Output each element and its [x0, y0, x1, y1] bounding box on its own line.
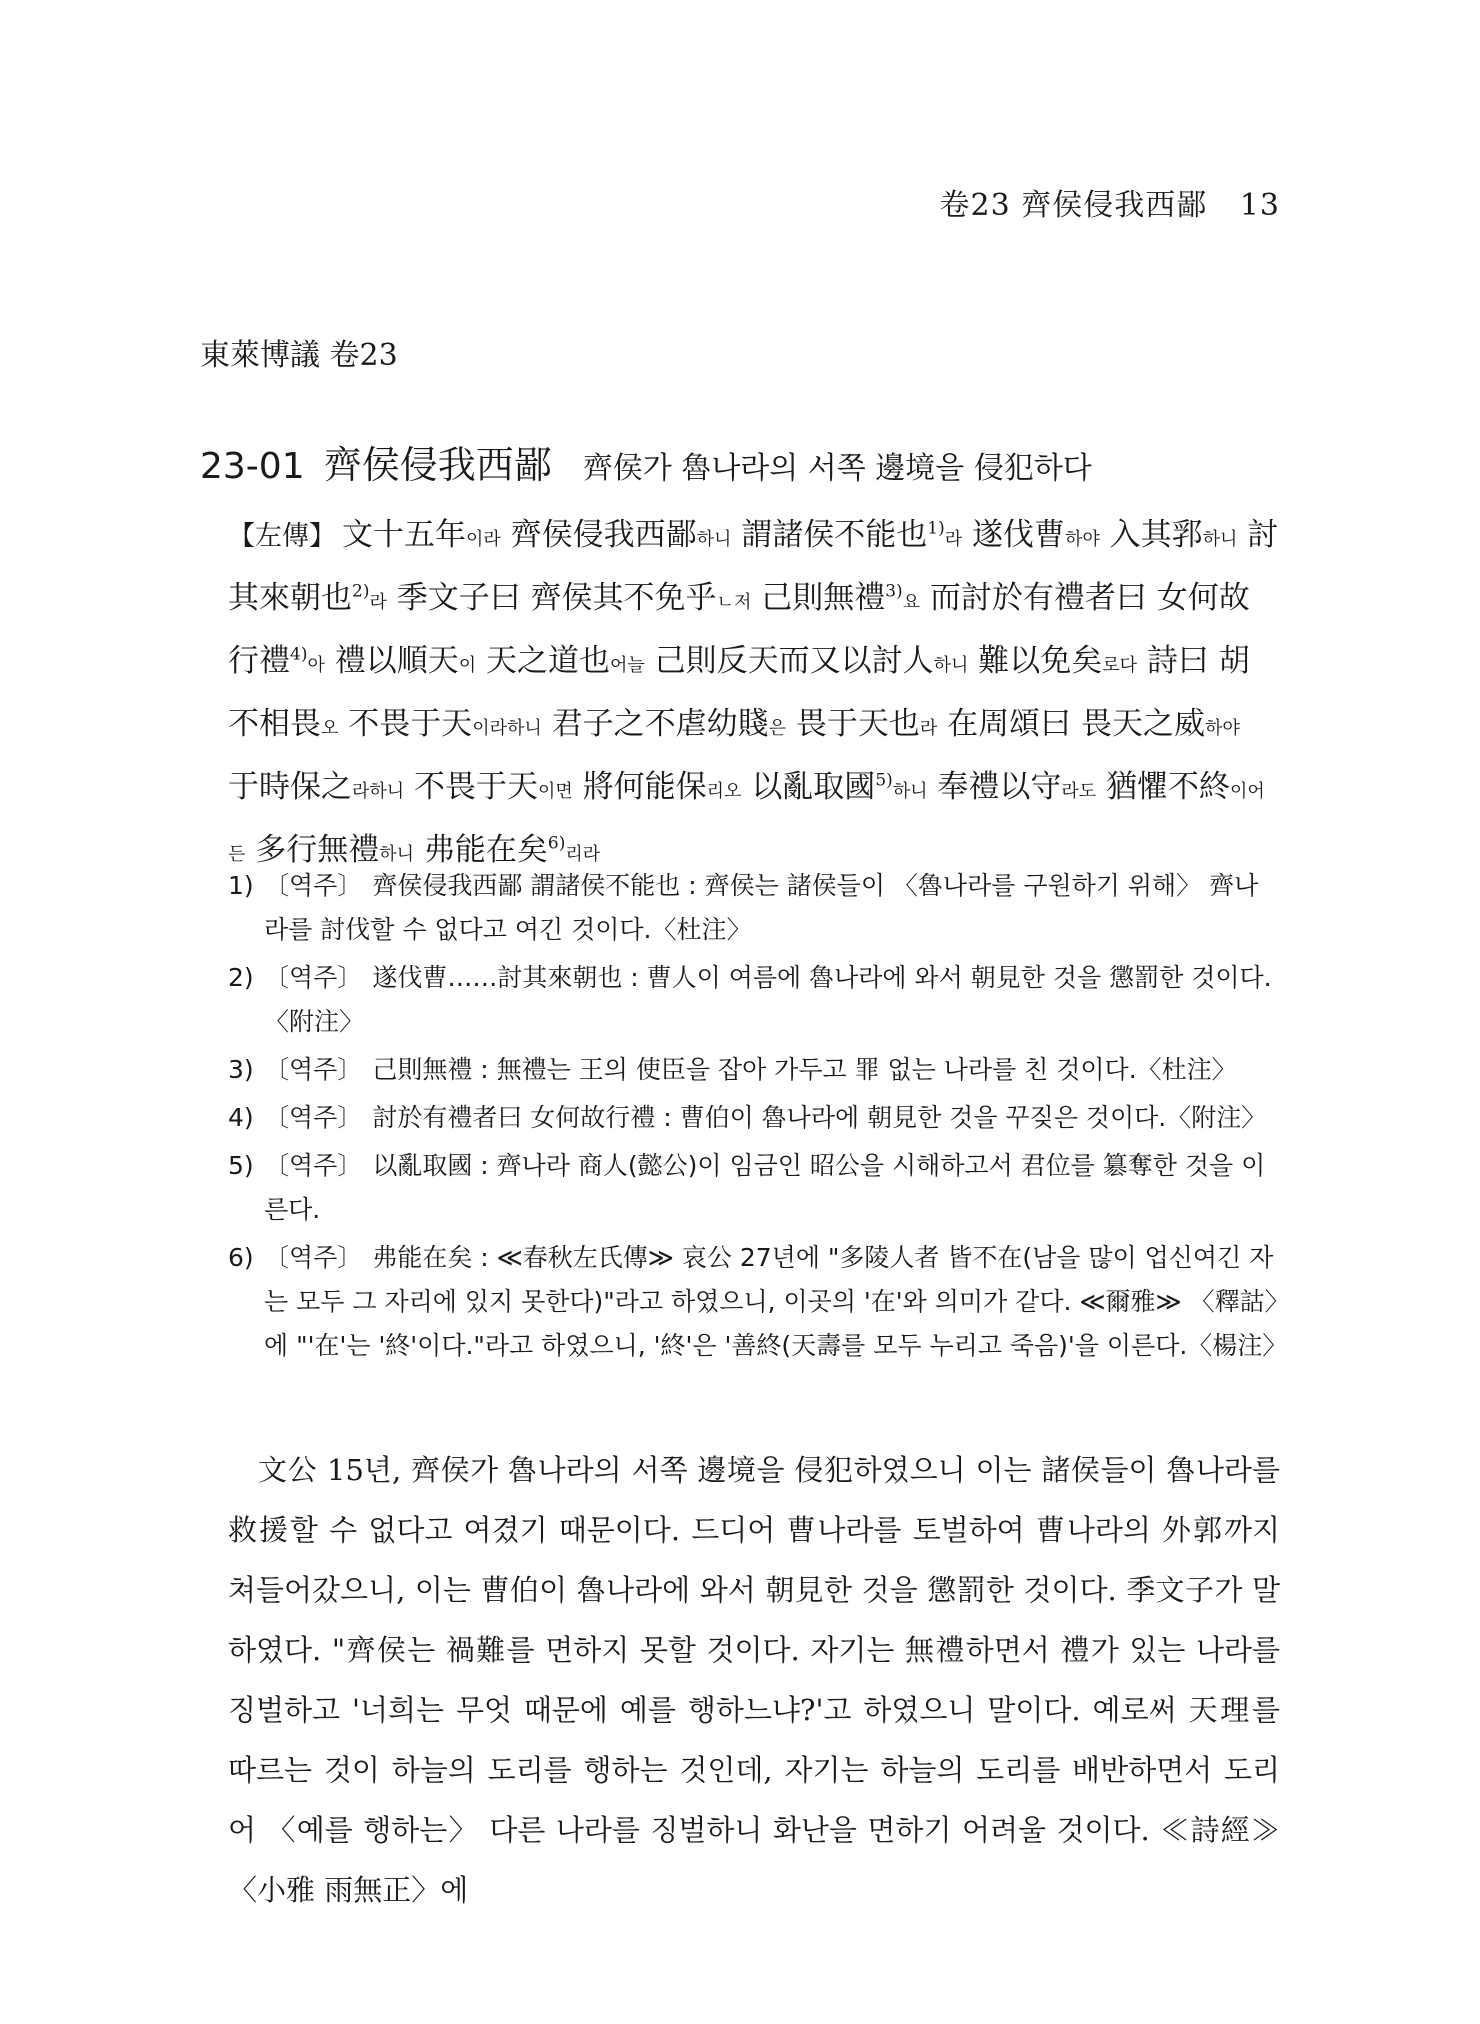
grammar-particle: 이면	[538, 781, 573, 802]
source-segment	[552, 706, 786, 742]
source-segment	[486, 643, 645, 679]
note-text: 齊侯侵我西鄙 謂諸侯不能也 : 齊侯는 諸侯들이 〈魯나라를 구원하기 위해〉 齊나라를 討伐할 수 없다고 여긴 것이다.〈杜注〉	[264, 871, 1259, 944]
note-item	[228, 1096, 1280, 1140]
source-segment	[1110, 517, 1238, 553]
source-segment-text: 季文子曰 齊侯其不免乎	[396, 580, 717, 616]
grammar-particle: 오	[321, 718, 339, 739]
source-segment-text: 己則無禮	[761, 580, 886, 616]
grammar-particle: 하니	[892, 781, 928, 802]
grammar-particle: 리오	[706, 781, 742, 802]
source-segment-text: 不畏于天	[348, 706, 473, 742]
source-segment	[751, 769, 927, 805]
grammar-particle: 이	[458, 655, 477, 676]
source-segment	[796, 706, 937, 742]
note-tag: 〔역주〕	[264, 1151, 363, 1180]
note-number: 1)	[228, 871, 254, 900]
note-tag: 〔역주〕	[264, 1055, 363, 1084]
grammar-particle: 하니	[379, 844, 415, 865]
source-segment-text: 而討於有禮者曰 女何故行禮	[228, 580, 1250, 679]
grammar-particle: 로다	[1102, 655, 1138, 676]
note-item	[228, 1144, 1280, 1232]
note-item	[228, 864, 1280, 952]
section-title-korean: 齊侯가 魯나라의 서쪽 邊境을 侵犯하다	[582, 451, 1092, 486]
note-number: 4)	[228, 1103, 254, 1132]
source-segment-text: 討其來朝也	[228, 517, 1279, 616]
page-number: 13	[1239, 188, 1280, 223]
section-number: 23-01	[200, 446, 305, 487]
grammar-particle: 하야	[1064, 529, 1100, 550]
grammar-particle: 하니	[933, 655, 969, 676]
note-item	[228, 1236, 1288, 1368]
grammar-particle: 라하니	[352, 781, 405, 802]
note-text: 遂伐曹……討其來朝也 : 曹人이 여름에 魯나라에 와서 朝見한 것을 懲罰한 것이다.〈附注〉	[264, 963, 1272, 1036]
source-segment	[655, 643, 969, 679]
footnote-ref[interactable]: 4)	[290, 644, 308, 665]
translator-notes	[228, 864, 1288, 1372]
source-segment-text: 天之道也	[485, 643, 610, 679]
book-title: 東萊博議 卷23	[200, 338, 398, 373]
note-tag: 〔역주〕	[264, 1243, 363, 1272]
source-segment	[397, 580, 752, 616]
grammar-particle: 이라	[466, 529, 501, 550]
footnote-ref[interactable]: 1)	[927, 518, 945, 539]
section-title-cjk: 齊侯侵我西鄙	[323, 443, 552, 487]
source-segment-text: 文十五年	[342, 517, 466, 553]
source-segment	[511, 517, 732, 553]
translation-paragraph: 文公 15년, 齊侯가 魯나라의 서쪽 邊境을 侵犯하였으니 이는 諸侯들이 魯나라를 救援할 수 없다고 여겼기 때문이다. 드디어 曹나라를 토벌하여 曹나라의 外郭까지 쳐들어갔으니, 이는 曹伯이 魯나라에 와서 朝見한 것을 懲罰한 것이다. 季文子가 말하였다. "齊侯는 禍難를 면하지 못할 것이다. 자기는 無禮하면서 禮가 있는 나라를 징벌하고 '너희는 무엇 때문에 예를 행하느냐?'고 하였으니 말이다. 예로써 天理를 따르는 것이 하늘의 도리를 행하는 것인데, 자기는 하늘의 도리를 배반하면서 도리어 〈예를 행하는〉 다른 나라를 징벌하니 화난을 면하기 어려울 것이다. ≪詩經≫ 〈小雅 雨無正〉에	[228, 1453, 1280, 1907]
source-segment-text: 遂伐曹	[971, 517, 1065, 553]
grammar-particle: 하니	[696, 529, 732, 550]
source-text	[228, 506, 1280, 884]
footnote-ref[interactable]: 5)	[875, 770, 893, 791]
source-segment-text: 難以免矣	[978, 643, 1103, 679]
source-segment	[947, 706, 1240, 742]
note-text: 以亂取國 : 齊나라 商人(懿公)이 임금인 昭公을 시해하고서 君位를 簒奪한 것을 이른다.	[264, 1151, 1266, 1224]
source-segment-text: 詩曰 胡不相畏	[228, 643, 1250, 742]
note-number: 5)	[228, 1151, 254, 1180]
grammar-particle: 하야	[1205, 718, 1240, 739]
source-label: 【左傳】	[228, 521, 336, 552]
note-number: 6)	[228, 1243, 254, 1272]
running-header	[940, 180, 1280, 224]
source-segment	[414, 769, 573, 805]
source-segment-text: 己則反天而又以討人	[654, 643, 934, 679]
source-segment-text: 入其郛	[1109, 517, 1203, 553]
grammar-particle: 은	[768, 718, 787, 739]
source-segment	[342, 517, 501, 553]
note-text: 討於有禮者曰 女何故行禮 : 曹伯이 魯나라에 朝見한 것을 꾸짖은 것이다.〈附注〉	[372, 1103, 1267, 1132]
source-segment-text: 奉禮以守	[937, 769, 1062, 805]
source-segment-text: 于時保之	[228, 769, 352, 805]
source-segment-text: 齊侯侵我西鄙	[510, 517, 697, 553]
note-item	[228, 1048, 1280, 1092]
source-segment	[972, 517, 1100, 553]
note-number: 2)	[228, 963, 254, 992]
grammar-particle: 라	[944, 529, 963, 550]
source-segment	[978, 643, 1137, 679]
running-title: 卷23 齊侯侵我西鄙	[939, 188, 1208, 223]
grammar-particle: 리라	[565, 844, 601, 865]
source-segment-text: 君子之不虐幼賤	[551, 706, 769, 742]
source-segment	[583, 769, 742, 805]
source-segment-text: 猶懼不終	[1106, 769, 1231, 805]
note-text: 弗能在矣 : ≪春秋左氏傳≫ 哀公 27년에 "多陵人者 皆不在(남을 많이 업신여긴 자는 모두 그 자리에 있지 못한다)"라고 하였으니, 이곳의 '在'와 의미가 같다. ≪爾雅≫ 〈釋詁〉에 "'在'는 '終'이다."라고 하였으니, '終'은 '善終(天壽를 모두 누리고 죽음)'을 이른다.〈楊注〉	[264, 1243, 1288, 1360]
source-segment-text: 將何能保	[582, 769, 707, 805]
footnote-ref[interactable]: 2)	[352, 581, 370, 602]
source-segment-text: 在周頌曰 畏天之威	[947, 706, 1206, 742]
source-segment-text: 謂諸侯不能也	[741, 517, 928, 553]
grammar-particle: ㄴ저	[716, 592, 752, 613]
note-tag: 〔역주〕	[264, 963, 363, 992]
source-segment-text: 不畏于天	[414, 769, 539, 805]
grammar-particle: 요	[902, 592, 921, 613]
source-segment	[937, 769, 1096, 805]
source-segment-text: 禮以順天	[334, 643, 459, 679]
source-segment	[228, 769, 404, 805]
note-tag: 〔역주〕	[264, 1103, 363, 1132]
grammar-particle: 이라하니	[472, 718, 542, 739]
source-segment	[424, 832, 600, 868]
grammar-particle: 이어든	[228, 781, 1265, 865]
source-segment-text: 多行無禮	[255, 832, 380, 868]
source-segment	[348, 706, 542, 742]
source-segment-text: 弗能在矣	[423, 832, 548, 868]
source-segment	[741, 517, 962, 553]
grammar-particle: 라도	[1061, 781, 1097, 802]
footnote-ref[interactable]: 6)	[547, 833, 566, 854]
grammar-particle: 라	[369, 592, 387, 613]
source-segment-text: 以亂取國	[751, 769, 876, 805]
grammar-particle: 라	[919, 718, 938, 739]
note-text: 己則無禮 : 無禮는 王의 使臣을 잡아 가두고 罪 없는 나라를 친 것이다.〈杜注〉	[372, 1055, 1237, 1084]
note-tag: 〔역주〕	[264, 871, 363, 900]
source-segment-text: 畏于天也	[795, 706, 920, 742]
footnote-ref[interactable]: 3)	[885, 581, 903, 602]
source-segment	[335, 643, 476, 679]
source-segment	[761, 580, 920, 616]
note-number: 3)	[228, 1055, 254, 1084]
source-segment	[255, 832, 414, 868]
section-heading	[200, 434, 1092, 489]
grammar-particle: 하니	[1202, 529, 1238, 550]
grammar-particle: 아	[307, 655, 325, 676]
note-item	[228, 956, 1280, 1044]
grammar-particle: 어늘	[609, 655, 645, 676]
